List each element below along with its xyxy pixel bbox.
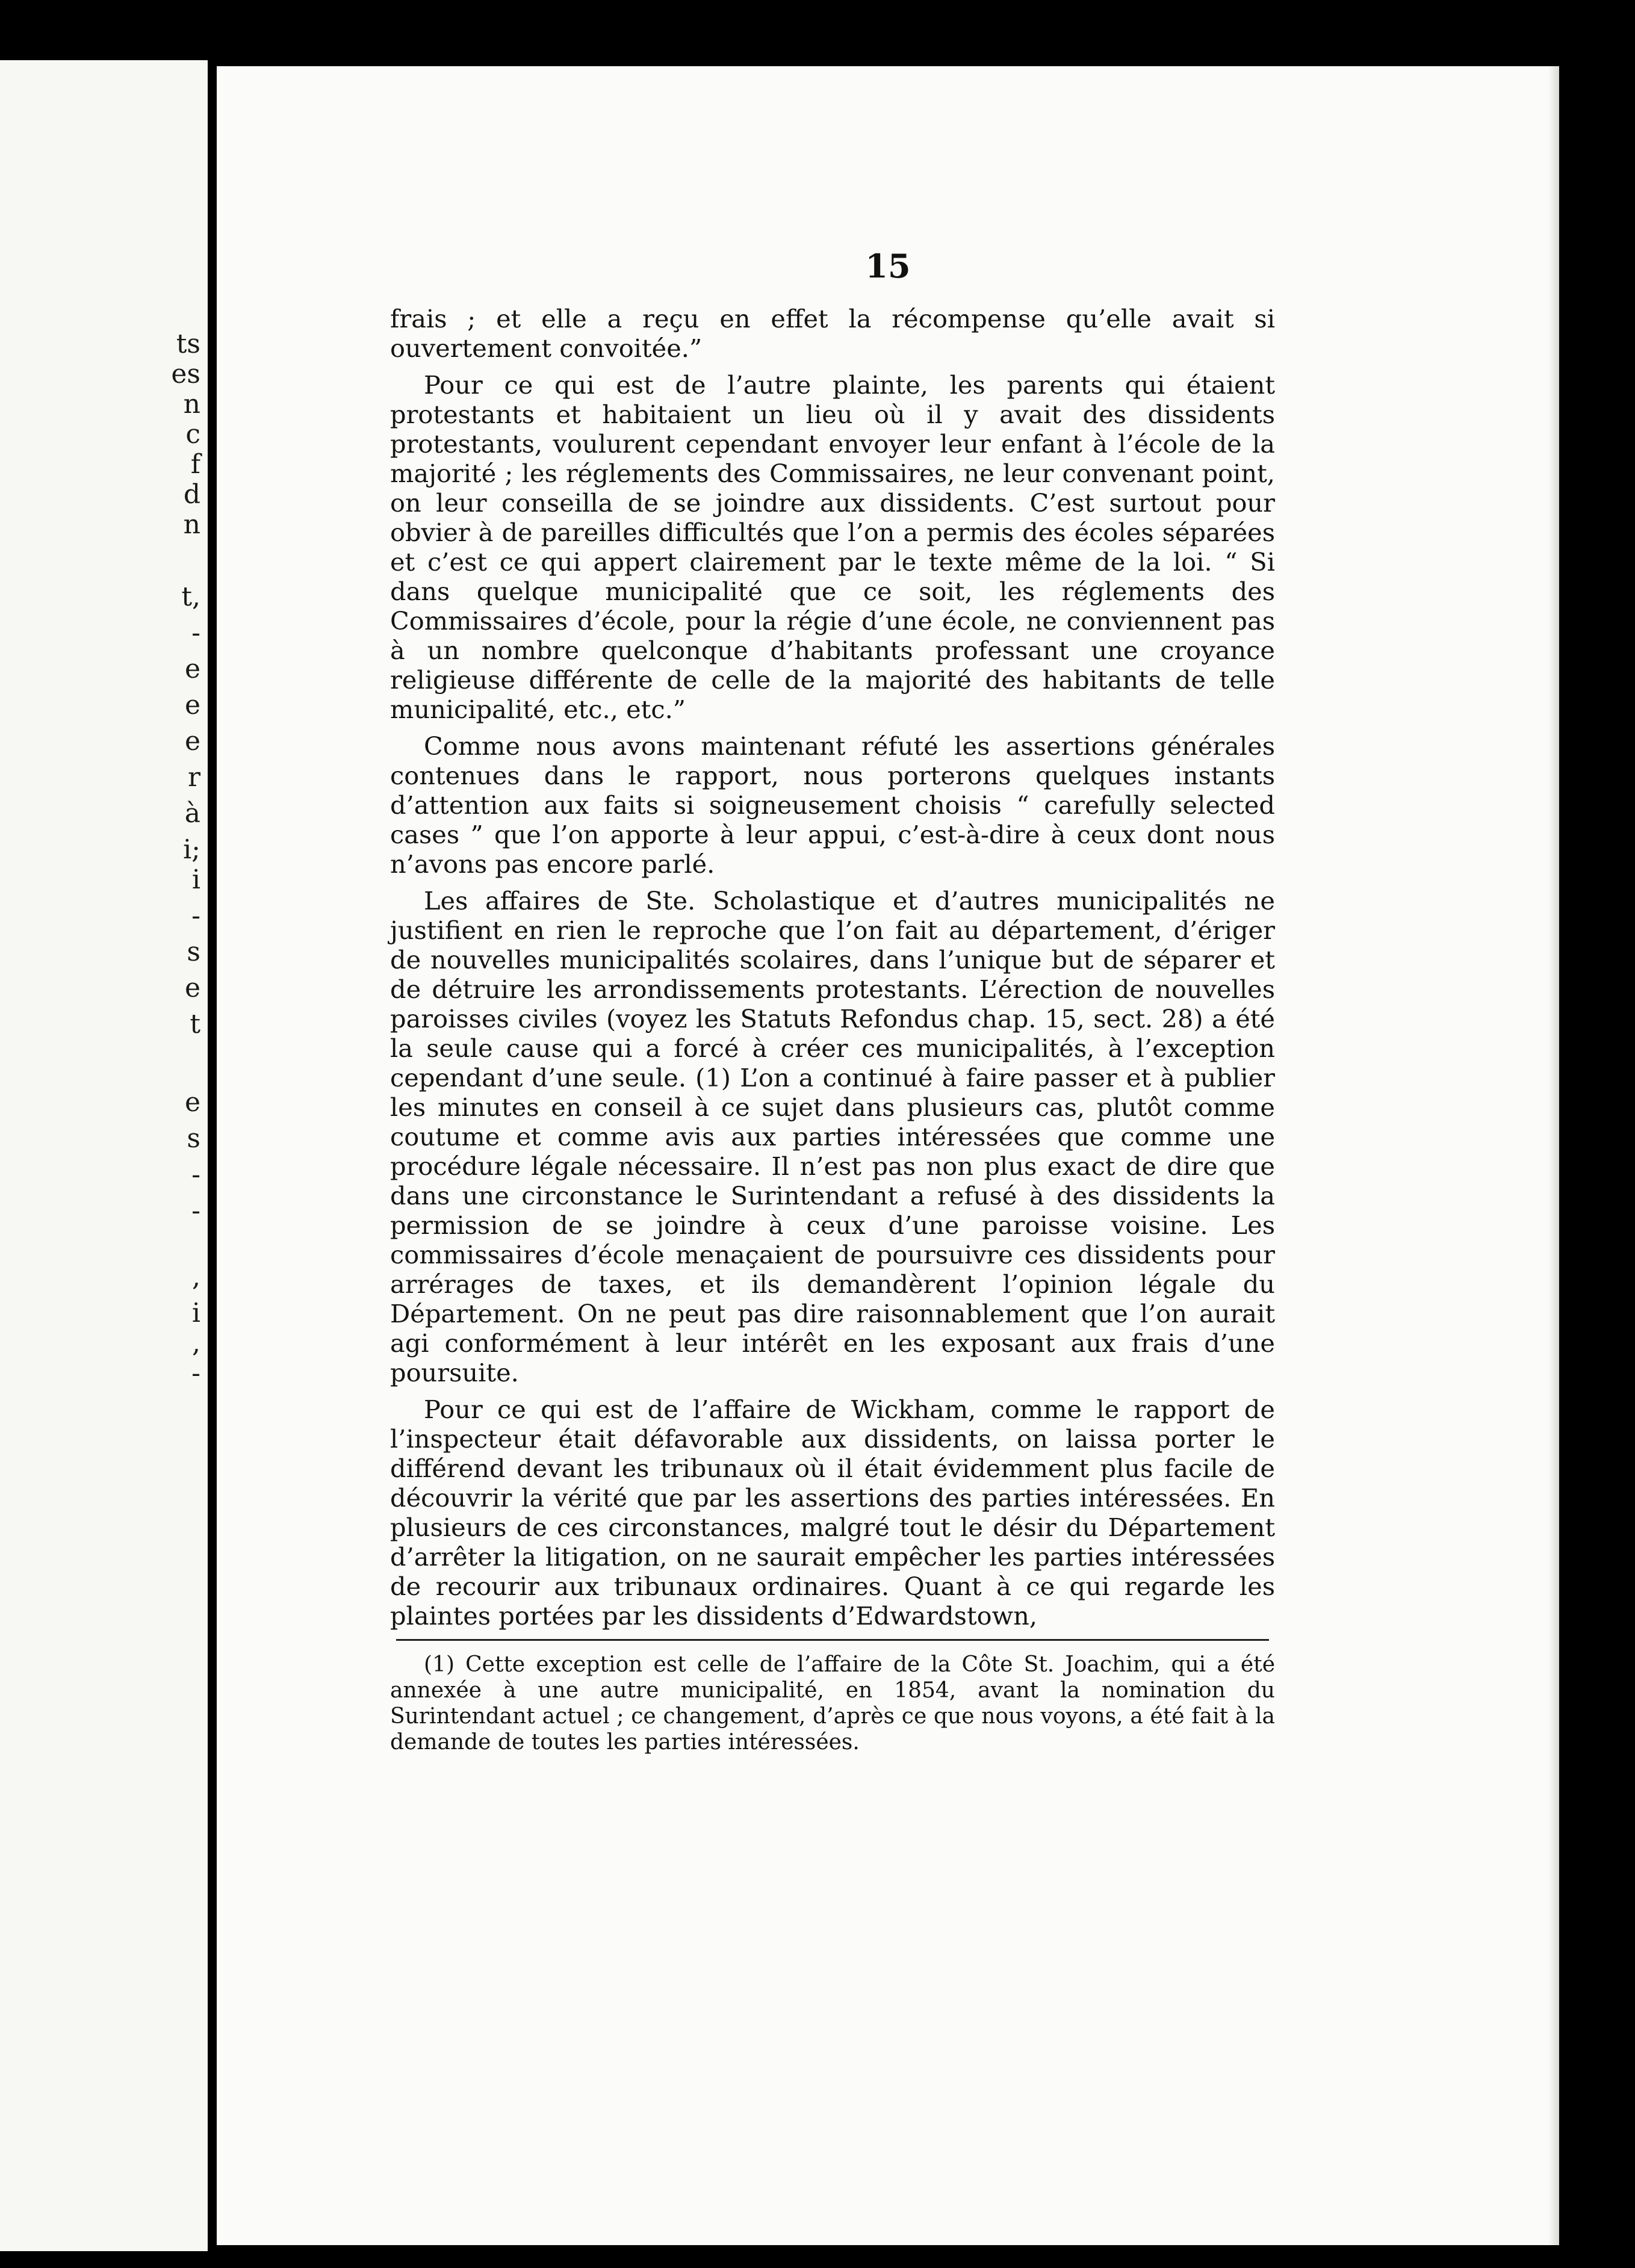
facing-page-fragment: e <box>184 1087 200 1118</box>
facing-page-fragment: i; <box>183 834 200 865</box>
facing-page-fragment: - <box>191 1195 200 1226</box>
facing-page-fragment: r <box>187 762 200 793</box>
facing-page-fragment: c <box>185 419 200 450</box>
facing-page-fragment: f <box>190 449 200 480</box>
facing-page-fragment: e <box>184 654 200 684</box>
facing-page-fragment: i <box>191 1298 200 1328</box>
page-number: 15 <box>865 247 911 285</box>
footnote-divider <box>396 1639 1269 1641</box>
facing-page-fragment: à <box>184 798 200 829</box>
facing-page-fragment: e <box>184 690 200 720</box>
paragraph: Les affaires de Ste. Scholastique et d’autres municipalités ne justifient en rien le reproche que l’on fait au département, d’ériger de nouvelles municipalités scolaires, dans l’unique but de séparer et de détruire les arrondissements protestants. L’érection de nouvelles paroisses civiles (voyez les Statuts Refondus chap. 15, sect. 28) a été la seule cause qui a forcé à créer ces municipalités, à l’exception cependant d’une seule. (1) L’on a continué à faire passer et à publier les minutes en conseil à ce sujet dans plusieurs cas, plutôt comme coutume et comme avis aux parties intéressées que comme une procédure légale nécessaire. Il n’est pas non plus exact de dire que dans une circonstance le Surintendant a refusé à des dissidents la permission de se joindre à ceux d’une paroisse voisine. Les commissaires d’école menaçaient de poursuivre ces dissidents pour arrérages de taxes, et ils demandèrent l’opinion légale du Département. On ne peut pas dire raisonnablement que l’on aurait agi conformément à leur intérêt en les exposant aux frais d’une poursuite. <box>390 886 1275 1387</box>
facing-page-fragment: t <box>190 1009 200 1040</box>
facing-page-fragment: - <box>191 618 200 648</box>
facing-page-fragment: e <box>184 726 200 757</box>
facing-page-fragment: e <box>184 973 200 1003</box>
facing-page-fragment: i <box>191 864 200 895</box>
facing-page-fragment: , <box>192 1328 200 1359</box>
paragraph: Comme nous avons maintenant réfuté les assertions générales contenues dans le rapport, nous porterons quelques instants d’attention aux faits si soigneusement choisis “ carefully selected cases ” que l’on apporte à leur appui, c’est-à-dire à ceux dont nous n’avons pas encore parlé. <box>390 731 1275 879</box>
facing-page-fragment: , <box>192 1262 200 1292</box>
book-page <box>217 66 1559 2245</box>
paragraph: Pour ce qui est de l’affaire de Wickham, comme le rapport de l’inspecteur était défavorable aux dissidents, on laissa porter le différend devant les tribunaux où il était évidemment plus facile de découvrir la vérité que par les assertions des parties intéressées. En plusieurs de ces circonstances, malgré tout le désir du Département d’arrêter la litigation, on ne saurait empêcher les parties intéressées de recourir aux tribunaux ordinaires. Quant à ce qui regarde les plaintes portées par les dissidents d’Edwardstown, <box>390 1395 1275 1631</box>
facing-page-fragment: n <box>183 509 200 540</box>
paragraph: Pour ce qui est de l’autre plainte, les parents qui étaient protestants et habitaient un lieu où il y avait des dissidents protestants, voulurent cependant envoyer leur enfant à l’école de la majorité ; les réglements des Commissaires, ne leur convenant point, on leur conseilla de se joindre aux dissidents. C’est surtout pour obvier à de pareilles difficultés que l’on a permis des écoles séparées et c’est ce qui appert clairement par le texte même de la loi. “ Si dans quelque municipalité que ce soit, les réglements des Commissaires d’école, pour la régie d’une école, ne conviennent pas à un nombre quelconque d’habitants professant une croyance religieuse différente de celle de la majorité des habitants de telle municipalité, etc., etc.” <box>390 370 1275 724</box>
facing-page-fragment: ts <box>176 329 200 359</box>
page-body <box>390 304 1275 1762</box>
facing-page-fragment: - <box>191 1159 200 1190</box>
page-edge-shadow <box>1548 66 1559 2245</box>
paragraph: frais ; et elle a reçu en effet la récompense qu’elle avait si ouvertement convoitée.” <box>390 304 1275 363</box>
facing-page-fragment: n <box>183 389 200 420</box>
facing-page-fragment: s <box>187 1123 200 1154</box>
facing-page-edge <box>0 60 208 2251</box>
facing-page-fragment: - <box>191 1358 200 1389</box>
footnote: (1) Cette exception est celle de l’affaire de la Côte St. Joachim, qui a été annexée à une autre municipalité, en 1854, avant la nomination du Surintendant actuel ; ce changement, d’après ce que nous voyons, a été fait à la demande de toutes les parties intéressées. <box>390 1652 1275 1755</box>
facing-page-fragment: es <box>171 359 200 389</box>
facing-page-fragment: - <box>191 900 200 931</box>
facing-page-fragment: t, <box>181 581 200 612</box>
facing-page-fragment: s <box>187 937 200 967</box>
facing-page-fragment: d <box>183 479 200 510</box>
